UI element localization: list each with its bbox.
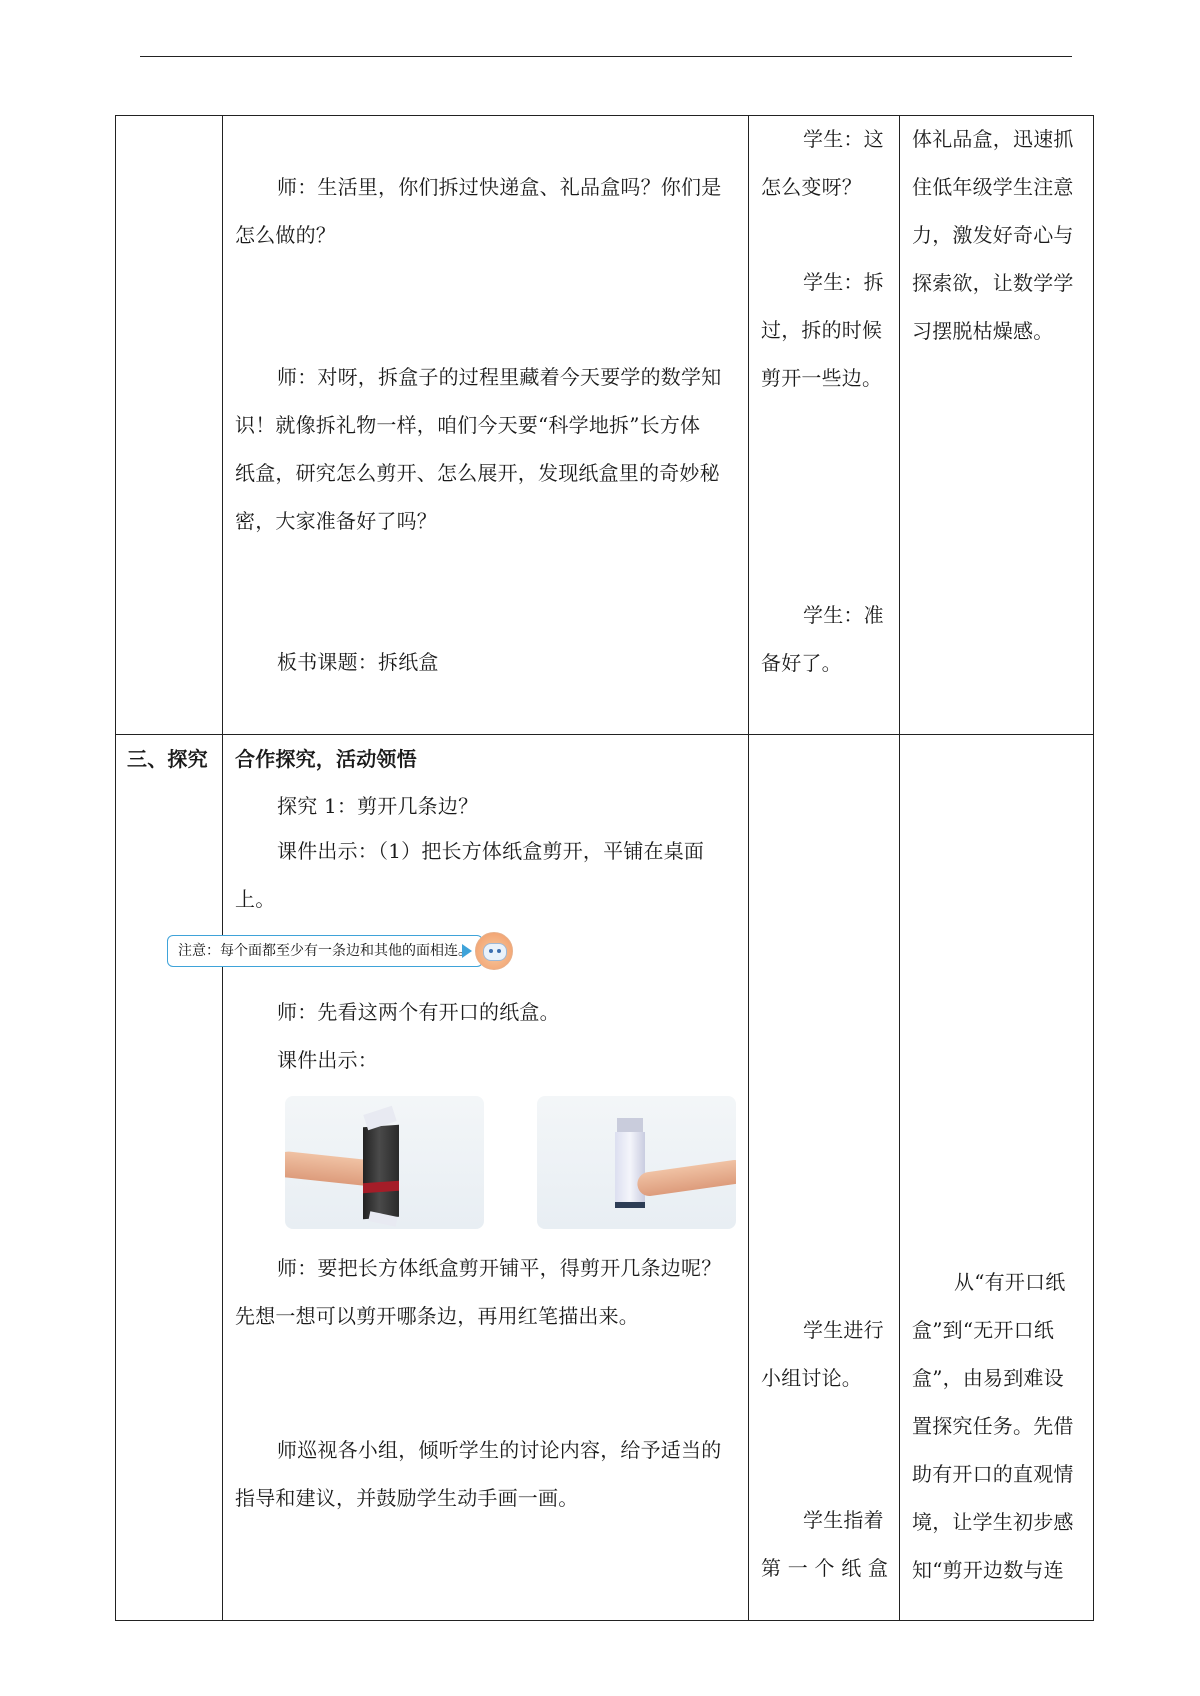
header-rule [140, 56, 1072, 57]
intent-text-line: 习摆脱枯燥感。 [912, 319, 1054, 343]
intent-text-line: 体礼品盒，迅速抓 [912, 127, 1074, 151]
intent-text-line: 助有开口的直观情 [912, 1462, 1074, 1486]
teacher-text-line: 板书课题：拆纸盒 [277, 650, 439, 674]
student-text-line: 学生指着 [803, 1508, 884, 1532]
intent-text-line: 置探究任务。先借 [912, 1414, 1074, 1438]
intent-text-line: 知“剪开边数与连 [912, 1558, 1064, 1582]
table-col-divider-2 [748, 115, 749, 1621]
teacher-text-line: 先想一想可以剪开哪条边，再用红笔描出来。 [235, 1304, 639, 1328]
teacher-text-line: 师巡视各小组，倾听学生的讨论内容，给予适当的 [277, 1438, 722, 1462]
teacher-text-line: 师：对呀，拆盒子的过程里藏着今天要学的数学知 [277, 365, 722, 389]
teacher-text-line: 师：先看这两个有开口的纸盒。 [277, 1000, 560, 1024]
intent-text-line: 住低年级学生注意 [912, 175, 1074, 199]
student-text-line: 备好了。 [761, 651, 842, 675]
teacher-text-line: 课件出示： [277, 1048, 378, 1072]
student-text-line: 小组讨论。 [761, 1366, 862, 1390]
intent-text-line: 从“有开口纸 [954, 1270, 1066, 1294]
teacher-text-line: 师：要把长方体纸盒剪开铺平，得剪开几条边呢？ [277, 1256, 722, 1280]
photo-dark-box [285, 1096, 484, 1229]
student-text-line: 学生进行 [803, 1318, 884, 1342]
teacher-text-line: 指导和建议，并鼓励学生动手画一画。 [235, 1486, 579, 1510]
intent-text-line: 盒”，由易到难设 [912, 1366, 1064, 1390]
teacher-text-line: 识！就像拆礼物一样，咱们今天要“科学地拆”长方体 [235, 413, 701, 437]
teacher-text-line: 探究 1：剪开几条边？ [277, 794, 479, 818]
student-text-line: 学生：准 [803, 603, 884, 627]
teacher-text-line: 纸盒，研究怎么剪开、怎么展开，发现纸盒里的奇妙秘 [235, 461, 720, 485]
teacher-text-line: 怎么做的？ [235, 223, 336, 247]
teacher-text-line: 上。 [235, 887, 276, 911]
intent-text-line: 境，让学生初步感 [912, 1510, 1074, 1534]
student-text-line: 第 一 个 纸 盒 [761, 1556, 889, 1580]
teacher-text-line: 师：生活里，你们拆过快递盒、礼品盒吗？你们是 [277, 175, 722, 199]
student-text-line: 剪开一些边。 [761, 366, 883, 390]
table-col-divider-1 [222, 115, 223, 1621]
teacher-text-line: 密，大家准备好了吗？ [235, 509, 437, 533]
student-text-line: 过，拆的时候 [761, 318, 883, 342]
table-border-left [115, 115, 116, 1621]
intent-text-line: 盒”到“无开口纸 [912, 1318, 1055, 1342]
teacher-text-line: 课件出示：（1）把长方体纸盒剪开，平铺在桌面 [277, 839, 705, 863]
stage-label: 三、探究 [127, 747, 208, 771]
notice-callout-tail [462, 944, 472, 958]
table-col-divider-3 [899, 115, 900, 1621]
photo-light-box [537, 1096, 736, 1229]
student-text-line: 学生：拆 [803, 270, 884, 294]
student-text-line: 学生：这 [803, 127, 884, 151]
table-border-bottom [115, 1620, 1094, 1621]
section-heading: 合作探究，活动领悟 [235, 747, 417, 771]
intent-text-line: 探索欲，让数学学 [912, 271, 1074, 295]
robot-avatar-icon [475, 932, 513, 970]
notice-callout: 注意：每个面都至少有一条边和其他的面相连。 [167, 935, 483, 967]
table-border-right [1093, 115, 1094, 1621]
intent-text-line: 力，激发好奇心与 [912, 223, 1074, 247]
student-text-line: 怎么变呀？ [761, 175, 862, 199]
